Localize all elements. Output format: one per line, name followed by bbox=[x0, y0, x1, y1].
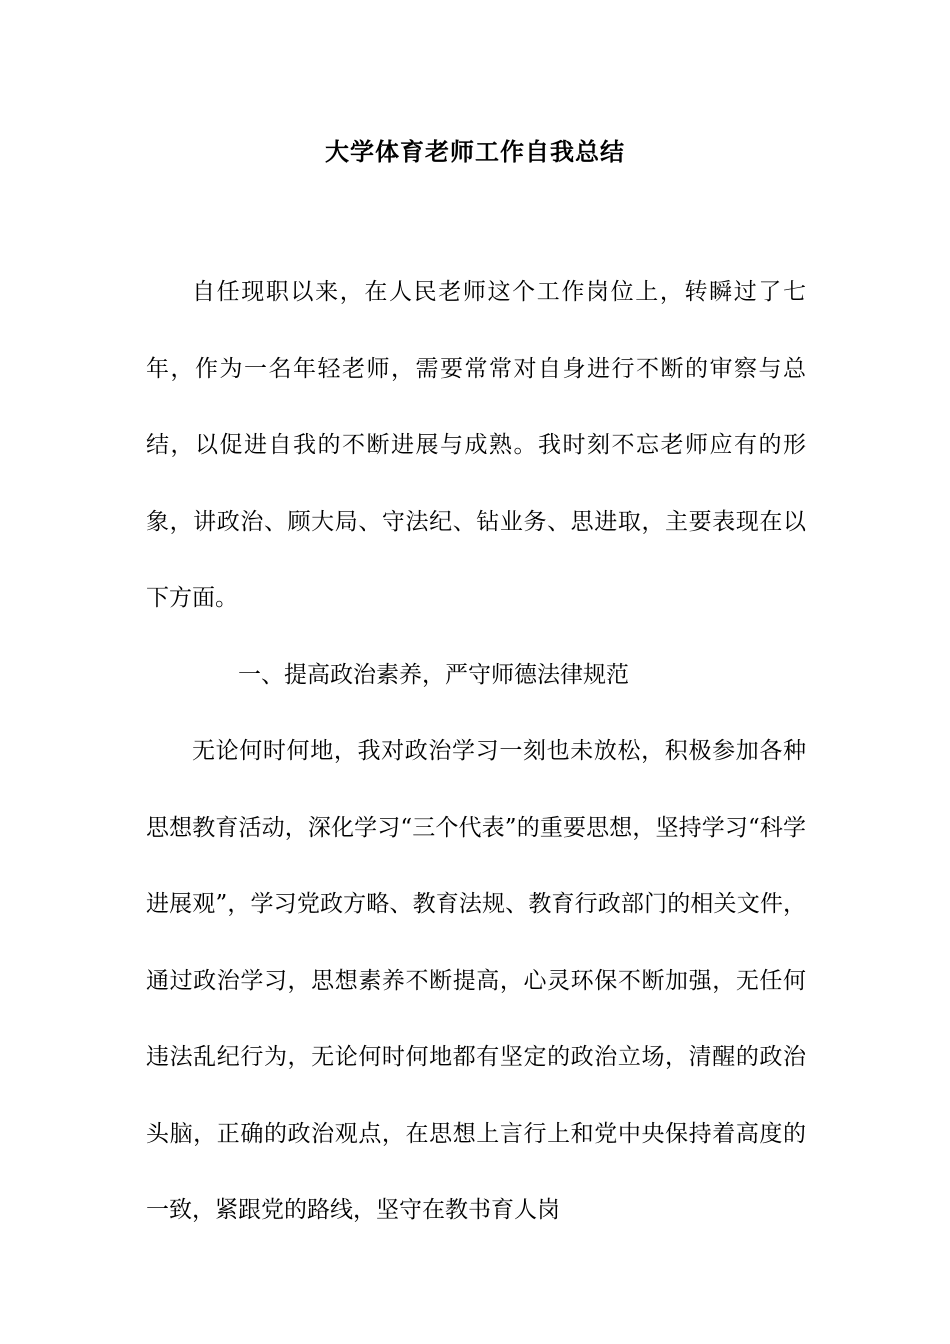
paragraph-section-1: 无论何时何地，我对政治学习一刻也未放松，积极参加各种思想教育活动，深化学习“三个代表”的重要思想，坚持学习“科学进展观”，学习党政方略、教育法规、教育行政部门的相关文件，通过政治学习，思想素养不断提高，心灵环保不断加强，无任何违法乱纪行为，无论何时何地都有坚定的政治立场，清醒的政治头脑，正确的政治观点，在思想上言行上和党中央保持着高度的一致，紧跟党的路线，坚守在教书育人岗 bbox=[146, 738, 806, 1223]
paragraph-intro: 自任现职以来，在人民老师这个工作岗位上，转瞬过了七年，作为一名年轻老师，需要常常对自身进行不断的审察与总结，以促进自我的不断进展与成熟。我时刻不忘老师应有的形象，讲政治、顾大局、守法纪、钻业务、思进取，主要表现在以下方面。 bbox=[146, 279, 806, 611]
document-title: 大学体育老师工作自我总结 bbox=[325, 137, 625, 166]
document-body bbox=[146, 254, 806, 1249]
section-heading-1: 一、提高政治素养，严守师德法律规范 bbox=[238, 661, 629, 688]
